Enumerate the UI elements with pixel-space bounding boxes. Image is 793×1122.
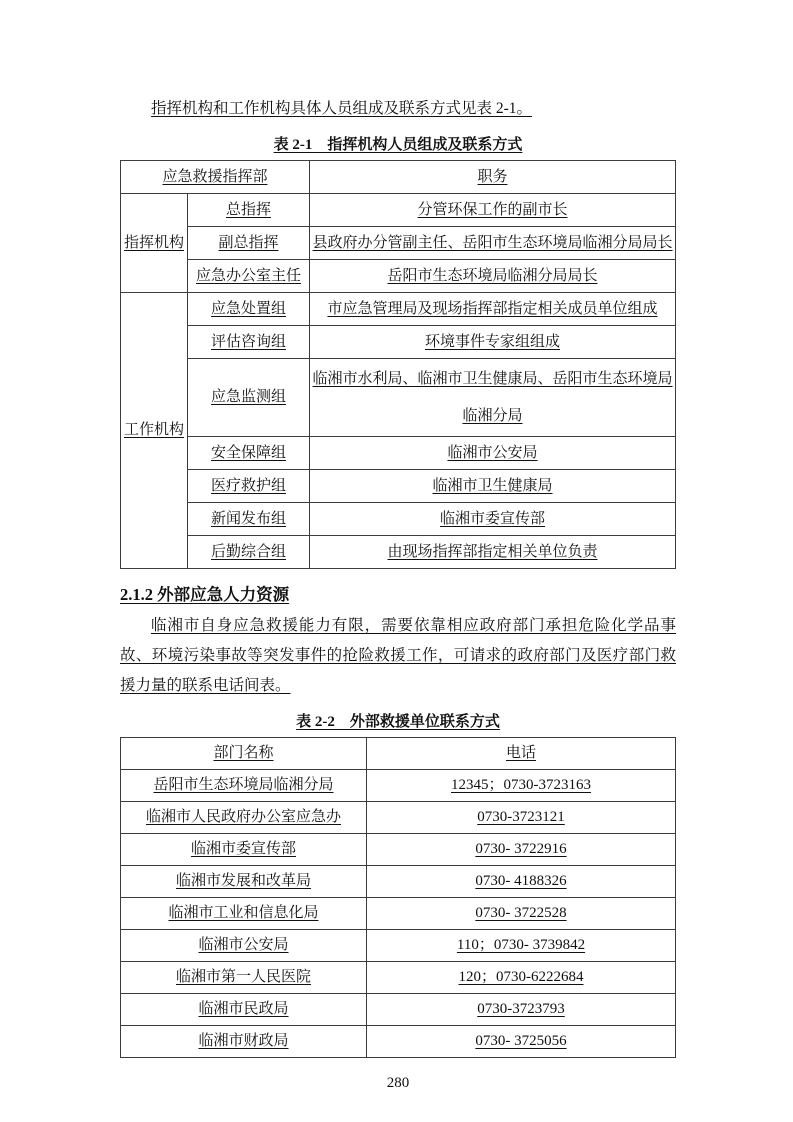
table1-group-cell: 指挥机构	[121, 193, 188, 292]
table1-role-cell: 应急处置组	[188, 292, 310, 325]
table1-role-cell: 副总指挥	[188, 226, 310, 259]
table2-department-cell: 临湘市公安局	[121, 929, 367, 961]
section-heading: 2.1.2 外部应急人力资源	[120, 585, 290, 605]
table1-role-cell: 后勤综合组	[188, 536, 310, 569]
table1-group-cell: 工作机构	[121, 292, 188, 569]
table2-department-cell: 临湘市委宣传部	[121, 833, 367, 865]
table2-phone-cell: 0730- 3722916	[367, 833, 676, 865]
table1-row	[121, 503, 676, 536]
table2-header-department: 部门名称	[121, 737, 367, 769]
table2-phone-cell: 120；0730-6222684	[367, 961, 676, 993]
table2-phone-cell: 0730-3723793	[367, 993, 676, 1025]
table1-duty-cell: 由现场指挥部指定相关单位负责	[310, 536, 676, 569]
table1-row	[121, 226, 676, 259]
table1-duty-cell: 县政府办分管副主任、岳阳市生态环境局临湘分局局长	[310, 226, 676, 259]
table1-duty-cell: 市应急管理局及现场指挥部指定相关成员单位组成	[310, 292, 676, 325]
table1-command-structure	[120, 160, 676, 570]
section-paragraph: 临湘市自身应急救援能力有限，需要依靠相应政府部门承担危险化学品事故、环境污染事故等突发事件的抢险救援工作，可请求的政府部门及医疗部门救援力量的联系电话间表。	[120, 617, 676, 694]
table1-row	[121, 193, 676, 226]
table2-row	[121, 929, 676, 961]
table2-department-cell: 临湘市第一人民医院	[121, 961, 367, 993]
table1-row	[121, 437, 676, 470]
table1-duty-cell: 临湘市公安局	[310, 437, 676, 470]
table1-row	[121, 536, 676, 569]
table2-phone-cell: 0730- 3725056	[367, 1025, 676, 1057]
table2-row	[121, 769, 676, 801]
table2-row	[121, 961, 676, 993]
table1-body	[121, 193, 676, 569]
table2-phone-cell: 12345；0730-3723163	[367, 769, 676, 801]
table2-body	[121, 769, 676, 1057]
table1-role-cell: 医疗救护组	[188, 470, 310, 503]
table1-row	[121, 259, 676, 292]
table1-role-cell: 新闻发布组	[188, 503, 310, 536]
table1-row	[121, 292, 676, 325]
table2-external-contacts	[120, 737, 676, 1058]
table1-duty-cell: 临湘市委宣传部	[310, 503, 676, 536]
table1-duty-cell: 分管环保工作的副市长	[310, 193, 676, 226]
table1-role-cell: 应急监测组	[188, 358, 310, 437]
table2-department-cell: 临湘市人民政府办公室应急办	[121, 801, 367, 833]
table2-row	[121, 993, 676, 1025]
table1-row	[121, 358, 676, 437]
table1-duty-cell: 环境事件专家组组成	[310, 325, 676, 358]
table1-header-command-dept: 应急救援指挥部	[121, 160, 310, 193]
table2-department-cell: 临湘市财政局	[121, 1025, 367, 1057]
table2-phone-cell: 0730- 4188326	[367, 865, 676, 897]
table1-duty-cell: 岳阳市生态环境局临湘分局局长	[310, 259, 676, 292]
table2-row	[121, 1025, 676, 1057]
table2-header-phone: 电话	[367, 737, 676, 769]
table2-phone-cell: 0730- 3722528	[367, 897, 676, 929]
table2-department-cell: 临湘市发展和改革局	[121, 865, 367, 897]
table1-role-cell: 评估咨询组	[188, 325, 310, 358]
table2-department-cell: 岳阳市生态环境局临湘分局	[121, 769, 367, 801]
page-number: 280	[386, 1074, 410, 1091]
table1-header-row	[121, 160, 676, 193]
table1-duty-cell: 临湘市卫生健康局	[310, 470, 676, 503]
table1-role-cell: 应急办公室主任	[188, 259, 310, 292]
table2-row	[121, 801, 676, 833]
table1-role-cell: 安全保障组	[188, 437, 310, 470]
table1-row	[121, 325, 676, 358]
table1-role-cell: 总指挥	[188, 193, 310, 226]
table2-row	[121, 897, 676, 929]
table2-department-cell: 临湘市民政局	[121, 993, 367, 1025]
table2-row	[121, 833, 676, 865]
table2-phone-cell: 110；0730- 3739842	[367, 929, 676, 961]
table2-caption: 表 2-2 外部救援单位联系方式	[296, 713, 500, 730]
table1-header-duty: 职务	[310, 160, 676, 193]
table2-row	[121, 865, 676, 897]
table1-duty-cell: 临湘市水利局、临湘市卫生健康局、岳阳市生态环境局临湘分局	[310, 358, 676, 437]
table2-header-row	[121, 737, 676, 769]
table2-phone-cell: 0730-3723121	[367, 801, 676, 833]
table2-department-cell: 临湘市工业和信息化局	[121, 897, 367, 929]
intro-paragraph: 指挥机构和工作机构具体人员组成及联系方式见表 2-1。	[151, 100, 533, 117]
table1-row	[121, 470, 676, 503]
table1-caption: 表 2-1 指挥机构人员组成及联系方式	[273, 136, 523, 153]
